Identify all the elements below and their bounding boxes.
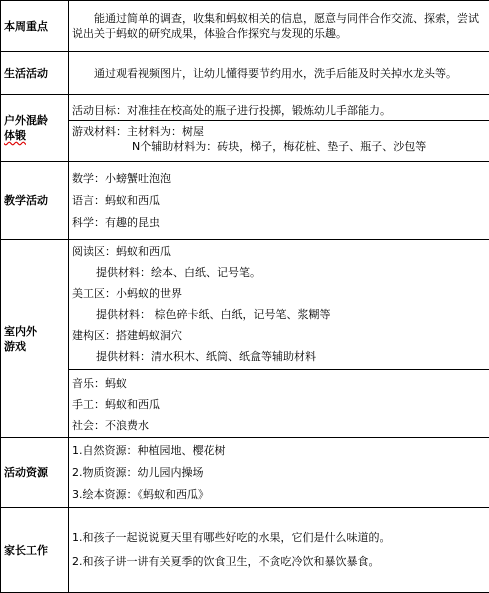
build-materials: 提供材料：清水积木、纸筒、纸盒等辅助材料 xyxy=(72,346,486,367)
build-area: 建构区：搭建蚂蚁洞穴 xyxy=(72,325,486,346)
teaching-item: 科学：有趣的昆虫 xyxy=(72,212,486,234)
reading-materials: 提供材料：绘本、白纸、记号笔。 xyxy=(72,262,486,283)
resource-item: 1.自然资源：种植园地、樱花树 xyxy=(72,440,486,462)
outdoor-row xyxy=(1,95,489,162)
play-row xyxy=(1,240,489,438)
music-activity: 音乐：蚂蚁 xyxy=(72,373,486,394)
art-materials: 提供材料： 棕色碎卡纸、白纸，记号笔、浆糊等 xyxy=(72,304,486,325)
parent-task: 1.和孩子一起说说夏天里有哪些好吃的水果，它们是什么味道的。 xyxy=(72,526,486,550)
play-sub-section xyxy=(69,369,489,436)
parents-label: 家长工作 xyxy=(1,508,69,593)
play-label-line2: 游戏 xyxy=(4,339,65,354)
resource-item: 3.绘本资源：《蚂蚁和西瓜》 xyxy=(72,484,486,506)
outdoor-label-line2: 体锻 xyxy=(4,128,65,143)
play-label xyxy=(1,240,69,438)
teaching-row xyxy=(1,162,489,240)
art-area: 美工区：小蚂蚁的世界 xyxy=(72,283,486,304)
life-cell xyxy=(69,52,489,95)
resources-label: 活动资源 xyxy=(1,438,69,508)
teaching-label: 教学活动 xyxy=(1,162,69,240)
focus-text: 能通过简单的调查，收集和蚂蚁相关的信息，愿意与同伴合作交流、探索，尝试说出关于蚂蚁的研究成果，体验合作探究与发现的乐趣。 xyxy=(72,11,486,41)
focus-label: 本周重点 xyxy=(1,1,69,52)
teaching-item: 数学：小螃蟹吐泡泡 xyxy=(72,168,486,190)
parents-row xyxy=(1,508,489,593)
play-label-line1: 室内外 xyxy=(4,324,65,339)
reading-area: 阅读区：蚂蚁和西瓜 xyxy=(72,241,486,262)
resources-row xyxy=(1,438,489,508)
craft-activity: 手工：蚂蚁和西瓜 xyxy=(72,394,486,415)
life-text: 通过观看视频图片，让幼儿懂得要节约用水，洗手后能及时关掉水龙头等。 xyxy=(72,66,486,81)
outdoor-material-main: 游戏材料：主材料为：树屋 xyxy=(72,121,486,139)
focus-row xyxy=(1,1,489,52)
teaching-cell xyxy=(69,162,489,240)
play-cell xyxy=(69,240,489,438)
social-activity: 社会：不浪费水 xyxy=(72,415,486,436)
life-label: 生活活动 xyxy=(1,52,69,95)
life-row xyxy=(1,52,489,95)
outdoor-goal: 活动目标：对准挂在校高处的瓶子进行投掷，锻炼幼儿手部能力。 xyxy=(69,103,489,121)
resource-item: 2.物质资源：幼儿园内操场 xyxy=(72,462,486,484)
resources-cell xyxy=(69,438,489,508)
outdoor-label xyxy=(1,95,69,162)
outdoor-label-line1: 户外混龄 xyxy=(4,113,65,128)
parents-cell xyxy=(69,508,489,593)
outdoor-material-aux: N个辅助材料为：砖块，梯子，梅花桩、垫子、瓶子、沙包等 xyxy=(72,139,486,154)
outdoor-cell xyxy=(69,95,489,162)
teaching-item: 语言：蚂蚁和西瓜 xyxy=(72,190,486,212)
focus-cell xyxy=(69,1,489,52)
parent-task: 2.和孩子讲一讲有关夏季的饮食卫生，不贪吃冷饮和暴饮暴食。 xyxy=(72,550,486,574)
